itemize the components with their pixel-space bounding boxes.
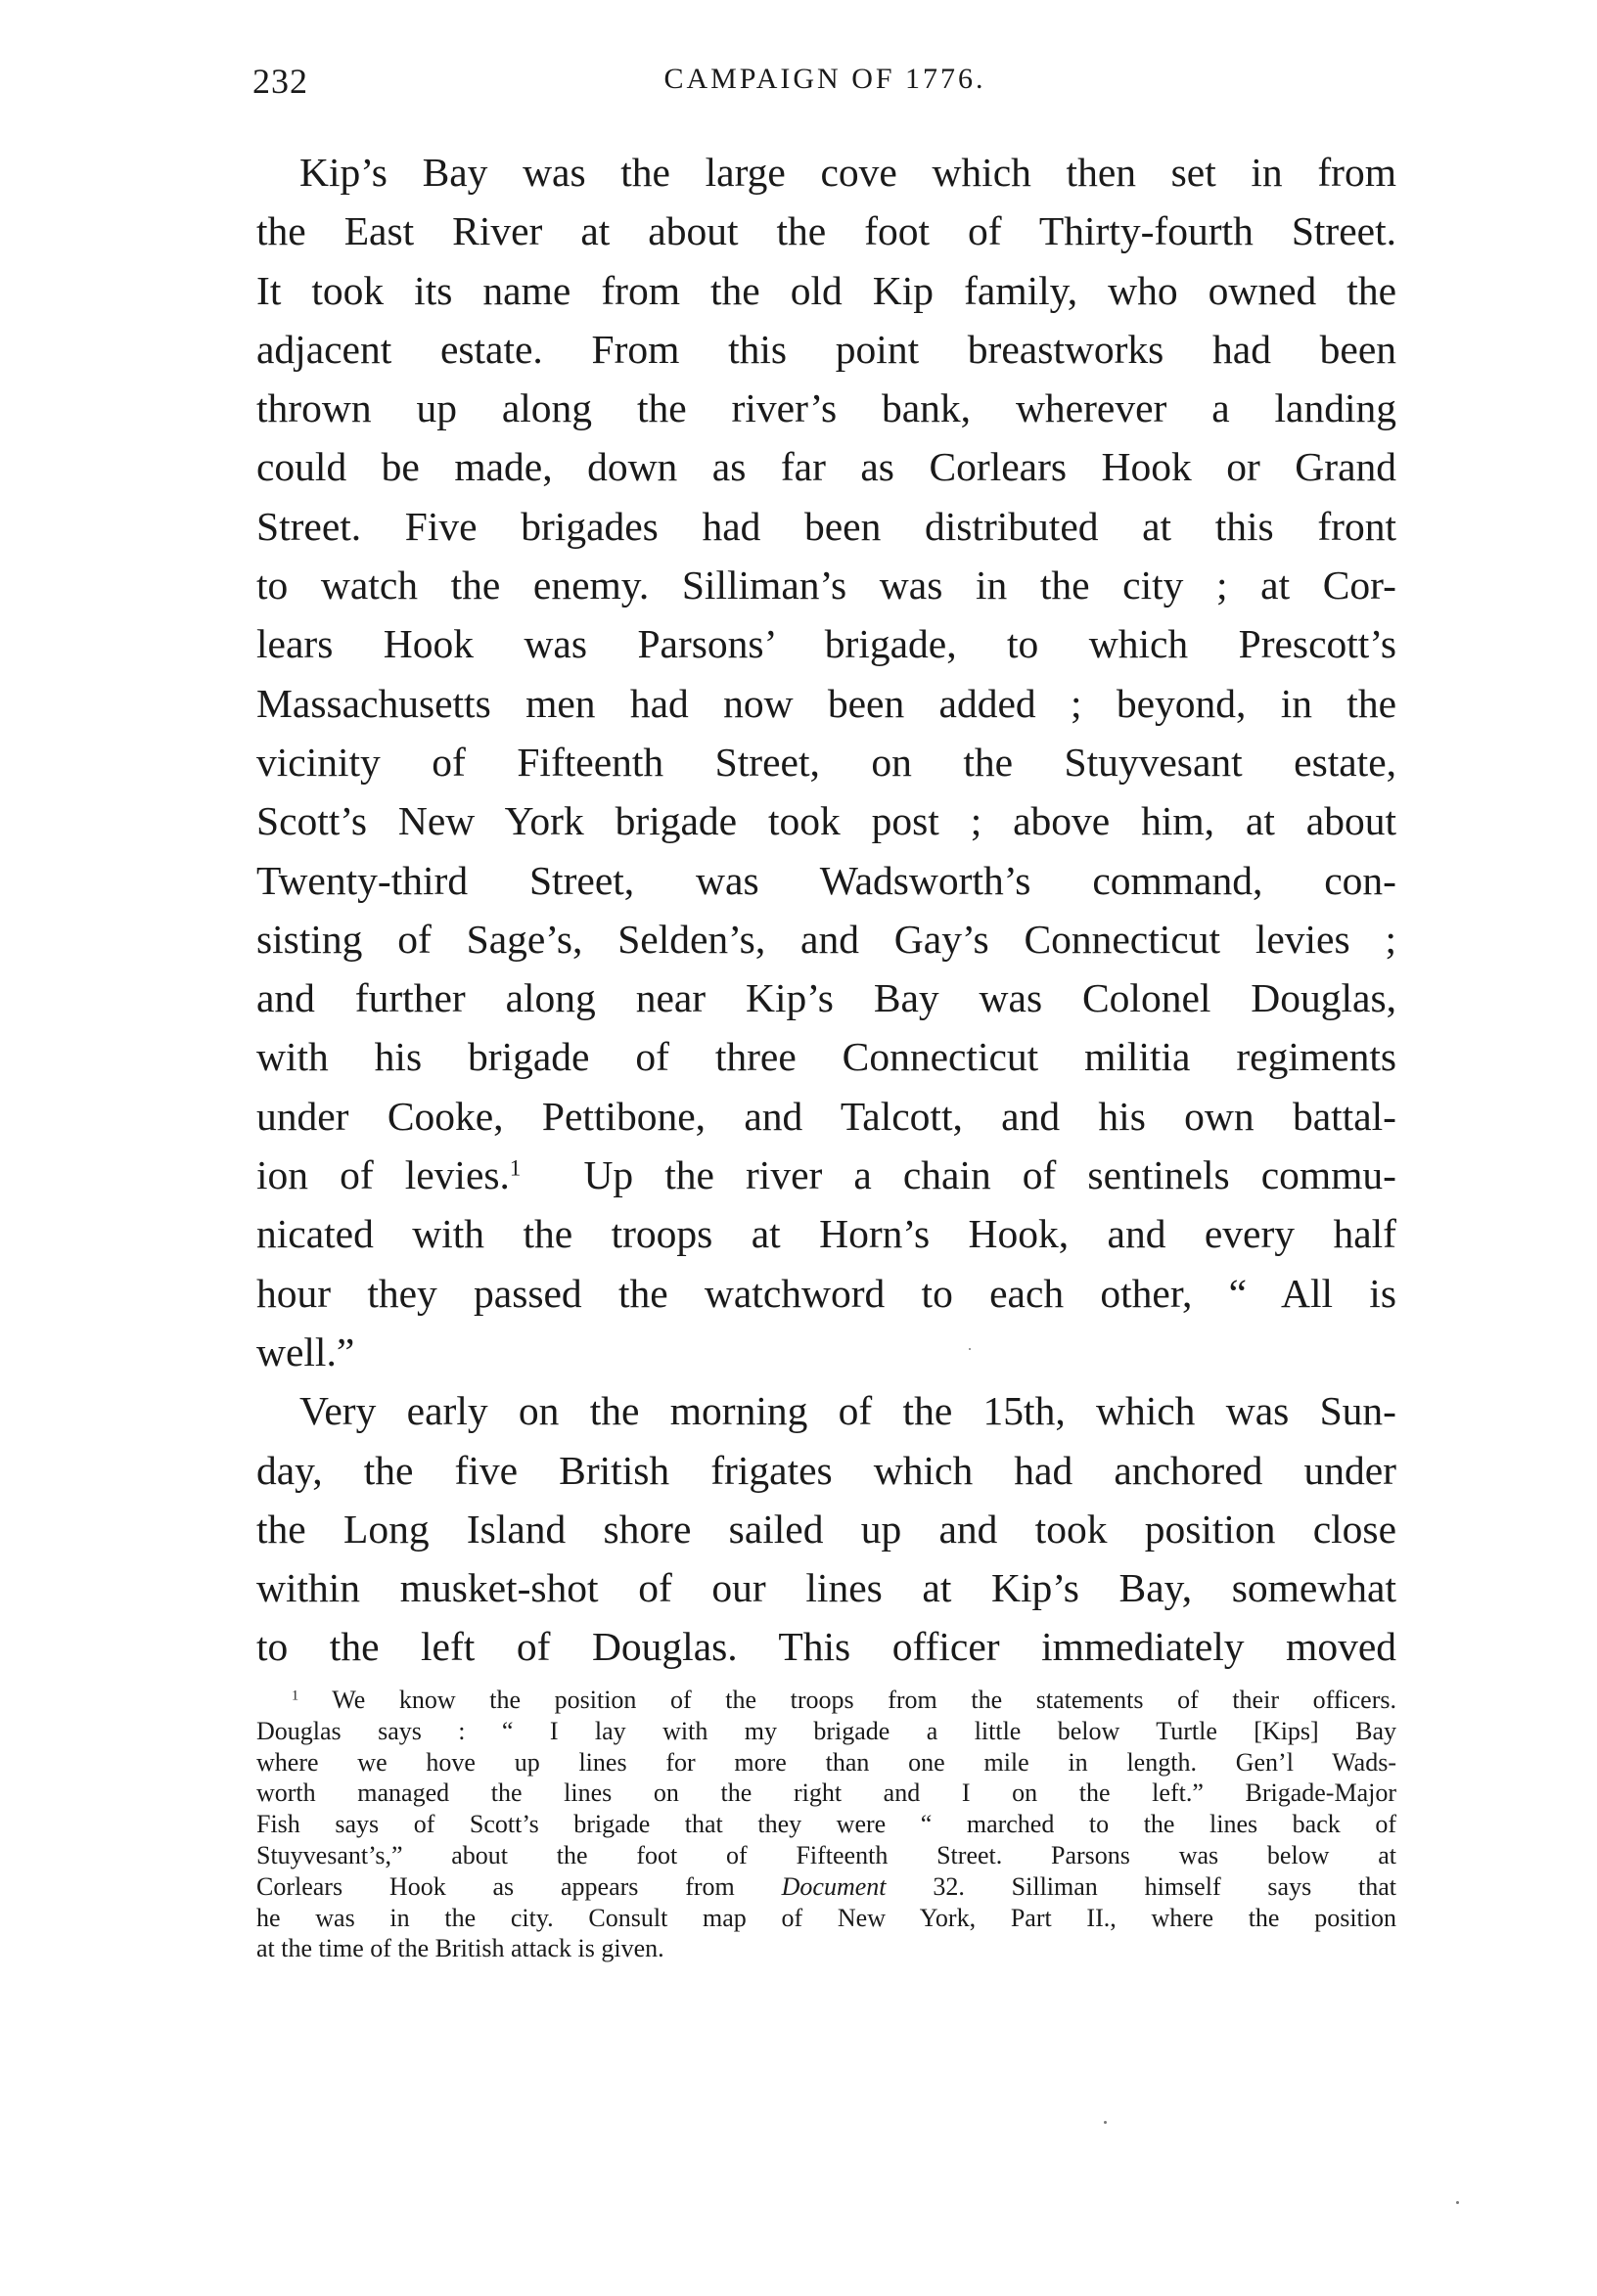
- body-line: and further along near Kip’s Bay was Colonel Douglas,: [256, 975, 1396, 1021]
- paper-speck: [1104, 2121, 1107, 2124]
- body-line: It took its name from the old Kip family, who owned the: [256, 267, 1396, 313]
- footnote: [256, 1685, 1396, 1964]
- body-line: nicated with the troops at Horn’s Hook, and every half: [256, 1211, 1396, 1257]
- body-text: [256, 143, 1396, 1677]
- body-line: Street. Five brigades had been distributed at this front: [256, 503, 1396, 549]
- body-line: hour they passed the watchword to each other, “ All is: [256, 1270, 1396, 1316]
- body-line: with his brigade of three Connecticut militia regiments: [256, 1034, 1396, 1080]
- footnote-line: [256, 1685, 1396, 1716]
- footnote-line: worth managed the lines on the right and I on the left.” Brigade-Major: [256, 1778, 1396, 1808]
- body-line-head: ion of levies.: [256, 1152, 510, 1198]
- body-line: lears Hook was Parsons’ brigade, to which Prescott’s: [256, 621, 1396, 667]
- body-line: well.”: [256, 1328, 355, 1374]
- page-number: 232: [252, 62, 308, 101]
- paper-speck: [1456, 2201, 1459, 2204]
- footnote-line-text: We know the position of the troops from the statements of their officers.: [332, 1686, 1396, 1714]
- footnote-line: where we hove up lines for more than one mile in length. Gen’l Wads-: [256, 1747, 1396, 1777]
- paper-speck: [969, 1348, 971, 1350]
- footnote-line-tail: 32. Silliman himself says that: [933, 1871, 1397, 1901]
- body-line: the East River at about the foot of Thirty-fourth Street.: [256, 208, 1396, 254]
- body-line: could be made, down as far as Corlears Hook or Grand: [256, 444, 1396, 490]
- footnote-reference[interactable]: 1: [509, 1155, 522, 1181]
- body-line: to watch the enemy. Silliman’s was in the city ; at Cor-: [256, 563, 1396, 608]
- running-title: CAMPAIGN OF 1776.: [663, 63, 986, 95]
- footnote-line: he was in the city. Consult map of New York, Part II., where the position: [256, 1903, 1396, 1932]
- footnote-line: Douglas says : “ I lay with my brigade a little below Turtle [Kips] Bay: [256, 1716, 1396, 1745]
- body-line: Very early on the morning of the 15th, which was Sun-: [299, 1388, 1396, 1434]
- footnote-line: Stuyvesant’s,” about the foot of Fifteenth Street. Parsons was below at: [256, 1840, 1396, 1869]
- body-line: day, the five British frigates which had anchored under: [256, 1447, 1396, 1493]
- body-line: the Long Island shore sailed up and took position close: [256, 1506, 1396, 1552]
- body-line: to the left of Douglas. This officer immediately moved: [256, 1624, 1396, 1670]
- body-line: Twenty-third Street, was Wadsworth’s command, con-: [256, 857, 1396, 903]
- footnote-marker: 1: [292, 1688, 299, 1704]
- body-line: Massachusetts men had now been added ; beyond, in the: [256, 680, 1396, 726]
- footnote-line-with-italic: [256, 1871, 1396, 1903]
- footnote-document-ref: Document: [781, 1871, 887, 1901]
- body-line-with-note: [256, 1146, 1396, 1204]
- footnote-line-head: Corlears Hook as appears from: [256, 1871, 735, 1901]
- body-line: Scott’s New York brigade took post ; above him, at about: [256, 798, 1396, 844]
- body-line: sisting of Sage’s, Selden’s, and Gay’s Connecticut levies ;: [256, 916, 1396, 962]
- footnote-line: at the time of the British attack is given.: [256, 1934, 664, 1963]
- body-line-tail: Up the river a chain of sentinels commu-: [583, 1152, 1397, 1198]
- body-line: vicinity of Fifteenth Street, on the Stuyvesant estate,: [256, 739, 1396, 785]
- body-line: adjacent estate. From this point breastworks had been: [256, 326, 1396, 372]
- body-line: within musket-shot of our lines at Kip’s Bay, somewhat: [256, 1565, 1396, 1611]
- footnote-line: Fish says of Scott’s brigade that they were “ marched to the lines back of: [256, 1810, 1396, 1839]
- running-head: [252, 61, 1397, 110]
- body-line: under Cooke, Pettibone, and Talcott, and his own battal-: [256, 1093, 1396, 1139]
- body-line: thrown up along the river’s bank, wherever a landing: [256, 385, 1396, 431]
- body-line: Kip’s Bay was the large cove which then set in from: [299, 150, 1396, 195]
